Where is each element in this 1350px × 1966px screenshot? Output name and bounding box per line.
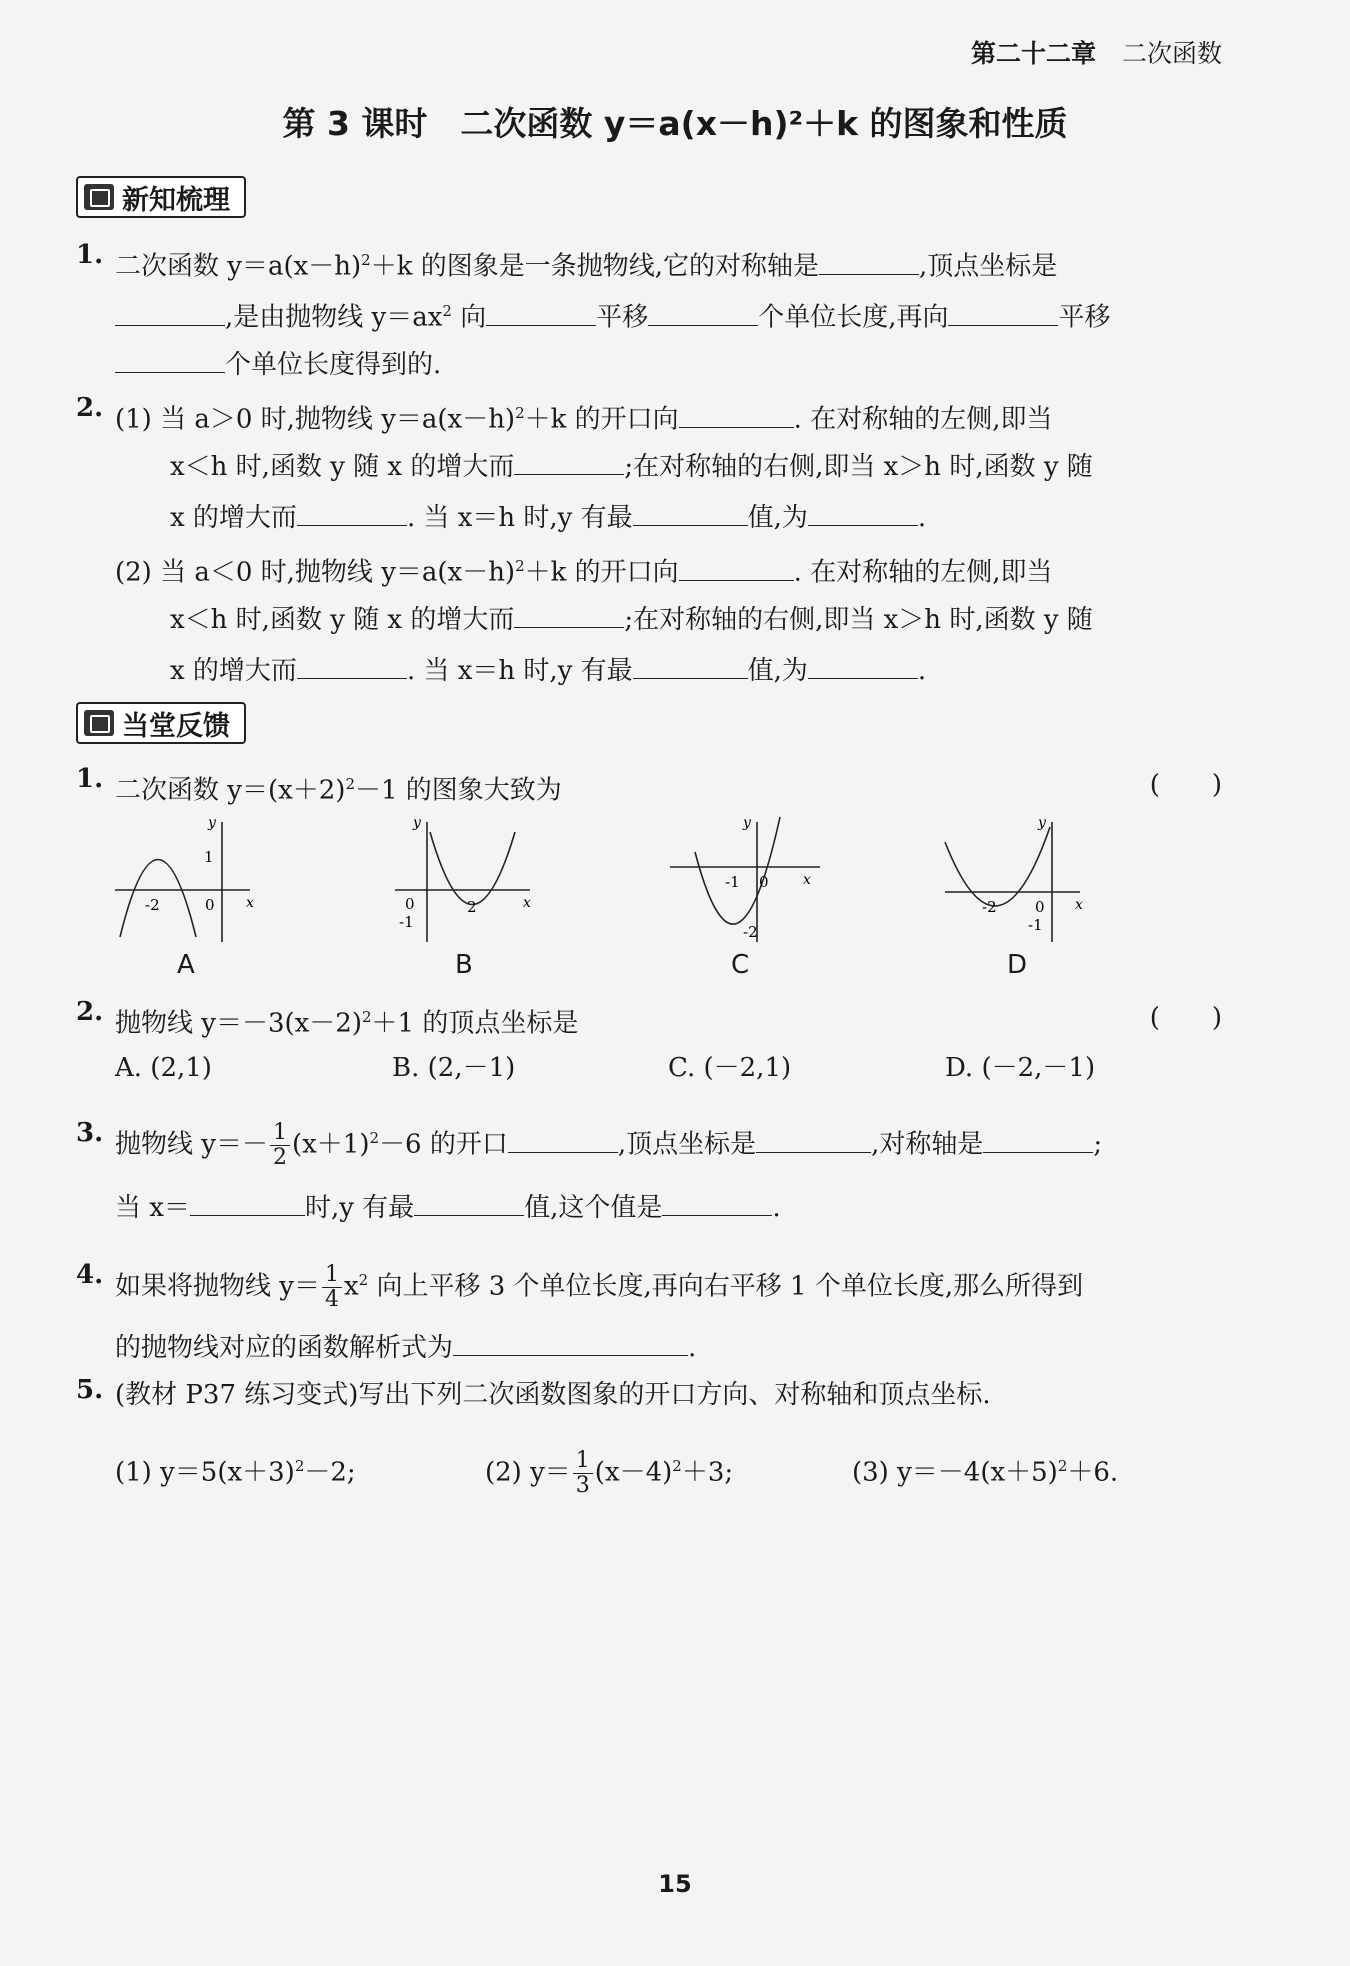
q1-line3: 个单位长度得到的. (115, 342, 441, 385)
q2-p1-line2: x＜h 时,函数 y 随 x 的增大而 ;在对称轴的右侧,即当 x＞h 时,函数 y 随 (170, 444, 1093, 487)
chapter-label: 第二十二章 (970, 39, 1096, 68)
answer-blank[interactable] (808, 648, 918, 679)
tick-label: -2 (743, 923, 758, 941)
tick-label: -1 (1028, 916, 1043, 934)
answer-blank[interactable] (679, 397, 794, 428)
f4-line2: 的抛物线对应的函数解析式为 . (115, 1325, 696, 1368)
answer-blank[interactable] (486, 295, 596, 326)
option-label: C (731, 950, 750, 980)
choice-d[interactable]: D. (－2,－1) (945, 1053, 1096, 1083)
answer-blank[interactable] (808, 495, 918, 526)
fraction: $\frac{1}{4}$ (322, 1263, 342, 1312)
axis-label-y: y (1038, 815, 1046, 831)
q1-line2: ,是由抛物线 $y=ax^2$ 向 平移 个单位长度,再向 平移 (115, 291, 1111, 338)
running-header (971, 34, 1222, 70)
q1-line1: 二次函数 $y=a(x-h)^2+k$ 的图象是一条抛物线,它的对称轴是 ,顶点坐标是 (115, 240, 1057, 287)
tick-label: -2 (982, 898, 997, 916)
q2-p1-line1: (1) 当 a＞0 时,抛物线 $y=a(x-h)^2+k$ 的开口向 . 在对称轴的左侧,即当 (115, 393, 1052, 440)
answer-blank[interactable] (819, 244, 919, 275)
f4-line1: 如果将抛物线 y＝ $\frac{1}{4}$ $x^2$ 向上平移 3 个单位长度,再向右平移 1 个单位长度,那么所得到 (115, 1262, 1084, 1313)
option-label: B (455, 950, 473, 980)
axis-label-y: y (208, 815, 216, 831)
q2-p1-line3: x 的增大而 . 当 x＝h 时,y 有最 值,为 . (170, 495, 926, 538)
axis-label-y: y (743, 815, 751, 831)
option-label: D (1007, 950, 1028, 980)
answer-blank[interactable] (453, 1325, 688, 1356)
f3-line2: 当 x＝ 时,y 有最 值,这个值是 . (115, 1185, 781, 1228)
fraction: $\frac{1}{3}$ (573, 1449, 593, 1498)
f5-item-2: (2) y＝ $\frac{1}{3}$ $(x-4)^2+3$; (485, 1448, 734, 1499)
answer-blank[interactable] (948, 295, 1058, 326)
question-number: 2. (76, 997, 104, 1027)
question-number: 1. (76, 240, 104, 270)
section-title: 当堂反馈 (122, 710, 230, 742)
tick-label: 2 (467, 898, 477, 916)
section-title: 新知梳理 (122, 184, 230, 216)
answer-blank[interactable] (514, 444, 624, 475)
pencil-icon (84, 710, 114, 736)
tick-label: -1 (399, 913, 414, 931)
answer-blank[interactable] (983, 1122, 1093, 1153)
fraction: $\frac{1}{2}$ (270, 1121, 290, 1170)
tick-label: 1 (204, 848, 214, 866)
axis-label-x: x (1075, 897, 1083, 913)
q2-p2-line3: x 的增大而 . 当 x＝h 时,y 有最 值,为 . (170, 648, 926, 691)
book-icon (84, 184, 114, 210)
tick-label: 0 (1035, 898, 1045, 916)
answer-blank[interactable] (115, 342, 225, 373)
answer-blank[interactable] (648, 295, 758, 326)
answer-blank[interactable] (756, 1122, 871, 1153)
axis-label-x: x (523, 895, 531, 911)
graph-option-c[interactable] (665, 812, 835, 947)
q2-p2-line1: (2) 当 a＜0 时,抛物线 $y=a(x-h)^2+k$ 的开口向 . 在对称轴的左侧,即当 (115, 546, 1052, 593)
question-number: 2. (76, 393, 104, 423)
question-number: 5. (76, 1375, 104, 1405)
choice-c[interactable]: C. (－2,1) (668, 1053, 792, 1083)
graph-option-d[interactable] (940, 812, 1110, 947)
f2-stem: 抛物线 $y=-3(x-2)^2+1$ 的顶点坐标是 (115, 1008, 579, 1039)
answer-paren[interactable]: ( ) (1149, 770, 1222, 800)
tick-label: 0 (759, 873, 769, 891)
answer-paren[interactable]: ( ) (1149, 1003, 1222, 1033)
graph-option-b[interactable] (385, 812, 555, 947)
tick-label: 0 (205, 896, 215, 914)
answer-blank[interactable] (297, 495, 407, 526)
answer-blank[interactable] (633, 648, 748, 679)
choice-a[interactable]: A. (2,1) (115, 1053, 212, 1083)
answer-blank[interactable] (414, 1185, 524, 1216)
answer-blank[interactable] (508, 1122, 618, 1153)
axis-label-x: x (803, 872, 811, 888)
f3-line1: 抛物线 y＝－ $\frac{1}{2}$ $(x+1)^2-6$ 的开口 ,顶点坐标是 ,对称轴是 ; (115, 1120, 1103, 1171)
question-number: 1. (76, 764, 104, 794)
section-class-feedback (76, 702, 246, 744)
axis-label-y: y (413, 815, 421, 831)
answer-blank[interactable] (679, 550, 794, 581)
graph-option-a[interactable] (100, 812, 270, 947)
question-number: 3. (76, 1118, 104, 1148)
answer-blank[interactable] (115, 295, 225, 326)
q2-p2-line2: x＜h 时,函数 y 随 x 的增大而 ;在对称轴的右侧,即当 x＞h 时,函数 y 随 (170, 597, 1093, 640)
page-number: 15 (658, 1870, 692, 1898)
tick-label: -2 (145, 896, 160, 914)
answer-blank[interactable] (662, 1185, 772, 1216)
f5-stem: (教材 P37 练习变式)写出下列二次函数图象的开口方向、对称轴和顶点坐标. (115, 1380, 991, 1410)
answer-blank[interactable] (297, 648, 407, 679)
answer-blank[interactable] (633, 495, 748, 526)
f1-stem: 二次函数 $y=(x+2)^2-1$ 的图象大致为 (115, 775, 562, 806)
answer-blank[interactable] (190, 1185, 305, 1216)
option-label: A (177, 950, 195, 980)
topic-label: 二次函数 (1121, 39, 1222, 68)
answer-blank[interactable] (514, 597, 624, 628)
axis-label-x: x (246, 895, 254, 911)
tick-label: -1 (725, 873, 740, 891)
f5-item-3: (3) $y=-4(x+5)^2+6$. (852, 1457, 1119, 1488)
question-number: 4. (76, 1260, 104, 1290)
f5-item-1: (1) $y=5(x+3)^2-2$; (115, 1457, 356, 1488)
choice-b[interactable]: B. (2,－1) (392, 1053, 516, 1083)
lesson-title: 第 3 课时 二次函数 y＝a(x－h)²＋k 的图象和性质 (282, 104, 1068, 143)
tick-label: 0 (405, 895, 415, 913)
section-new-knowledge (76, 176, 246, 218)
